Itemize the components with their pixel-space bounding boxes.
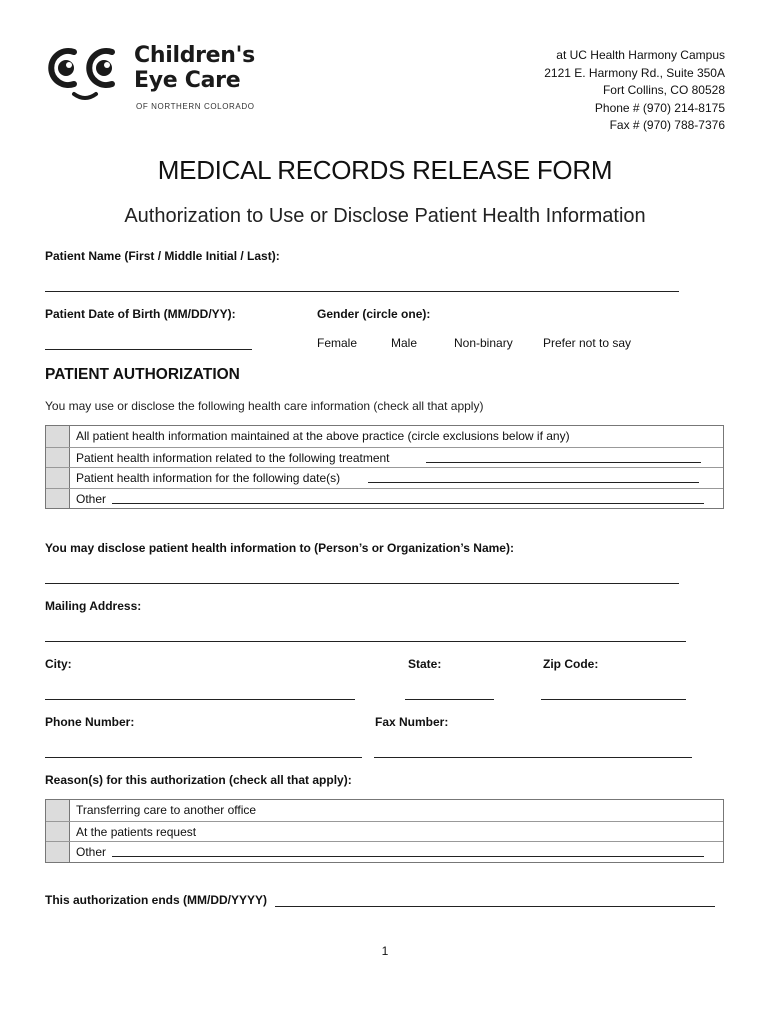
- checklist-row: [46, 841, 723, 862]
- form-title: MEDICAL RECORDS RELEASE FORM: [157, 155, 613, 185]
- other-field[interactable]: [112, 503, 704, 504]
- checkbox[interactable]: [46, 842, 70, 862]
- gender-option-female[interactable]: Female: [317, 336, 358, 350]
- address-line-2: 2121 E. Harmony Rd., Suite 350A: [544, 65, 725, 80]
- checkbox[interactable]: [46, 800, 70, 821]
- fax-label: Fax Number:: [375, 715, 449, 729]
- practice-logo: [44, 42, 284, 112]
- checklist-row: [46, 821, 723, 842]
- gender-option-non-binary[interactable]: Non-binary: [454, 336, 513, 350]
- authorization-intro: You may use or disclose the following health care information (check all that apply): [45, 399, 484, 413]
- checklist-row: [46, 426, 723, 447]
- authorization-ends-field[interactable]: [275, 906, 715, 907]
- checklist-option: Patient health information related to the following treatment: [76, 450, 390, 465]
- address-line-3: Fort Collins, CO 80528: [602, 83, 725, 97]
- mailing-address-field[interactable]: [45, 641, 686, 642]
- checklist-row: [46, 467, 723, 488]
- authorization-checklist: [45, 425, 724, 509]
- logo-tagline: OF NORTHERN COLORADO: [136, 102, 255, 111]
- eyes-logo-icon: [44, 42, 124, 104]
- recipient-label: You may disclose patient health information to (Person’s or Organization’s Name):: [45, 541, 514, 555]
- reason-other-field[interactable]: [112, 856, 704, 857]
- page-number: 1: [381, 944, 389, 958]
- reasons-checklist: [45, 799, 724, 863]
- checklist-option: Patient health information for the following date(s): [76, 471, 341, 486]
- checkbox[interactable]: [46, 448, 70, 468]
- zip-field[interactable]: [541, 699, 686, 700]
- gender-option-male[interactable]: Male: [391, 336, 418, 350]
- patient-name-field[interactable]: [45, 291, 679, 292]
- city-label: City:: [45, 657, 72, 671]
- checklist-row: [46, 488, 723, 509]
- address-phone: Phone # (970) 214-8175: [594, 100, 725, 115]
- checklist-option: All patient health information maintained at the above practice (circle exclusions below if any): [76, 429, 570, 443]
- reasons-label: Reason(s) for this authorization (check all that apply):: [45, 773, 352, 787]
- checkbox[interactable]: [46, 489, 70, 509]
- city-field[interactable]: [45, 699, 355, 700]
- treatment-field[interactable]: [426, 462, 701, 463]
- patient-dob-field[interactable]: [45, 349, 252, 350]
- checklist-option: Other: [76, 845, 107, 860]
- mailing-address-label: Mailing Address:: [45, 599, 142, 613]
- form-subtitle: Authorization to Use or Disclose Patient Health Information: [124, 205, 646, 227]
- authorization-ends-label: This authorization ends (MM/DD/YYYY): [45, 893, 268, 907]
- gender-option-prefer-not[interactable]: Prefer not to say: [543, 336, 632, 350]
- checkbox[interactable]: [46, 426, 70, 447]
- checklist-option: At the patients request: [76, 824, 197, 839]
- state-label: State:: [408, 657, 442, 671]
- phone-label: Phone Number:: [45, 715, 135, 729]
- address-line-1: at UC Health Harmony Campus: [556, 48, 725, 62]
- checklist-row: [46, 447, 723, 468]
- logo-wordmark-line1: Children's: [134, 43, 255, 68]
- logo-wordmark-line2: Eye Care: [134, 68, 241, 93]
- address-fax: Fax # (970) 788-7376: [609, 118, 725, 132]
- fax-field[interactable]: [374, 757, 692, 758]
- practice-address: [544, 47, 725, 135]
- zip-label: Zip Code:: [543, 657, 599, 671]
- patient-dob-label: Patient Date of Birth (MM/DD/YY):: [45, 307, 236, 321]
- gender-label: Gender (circle one):: [317, 307, 431, 321]
- checklist-option: Other: [76, 491, 107, 506]
- recipient-field[interactable]: [45, 583, 679, 584]
- authorization-heading: PATIENT AUTHORIZATION: [45, 366, 240, 383]
- checklist-option: Transferring care to another office: [76, 803, 257, 817]
- phone-field[interactable]: [45, 757, 362, 758]
- state-field[interactable]: [405, 699, 494, 700]
- checkbox[interactable]: [46, 822, 70, 842]
- dates-field[interactable]: [368, 482, 699, 483]
- checklist-row: [46, 800, 723, 821]
- patient-name-label: Patient Name (First / Middle Initial / Last):: [45, 249, 280, 263]
- checkbox[interactable]: [46, 468, 70, 488]
